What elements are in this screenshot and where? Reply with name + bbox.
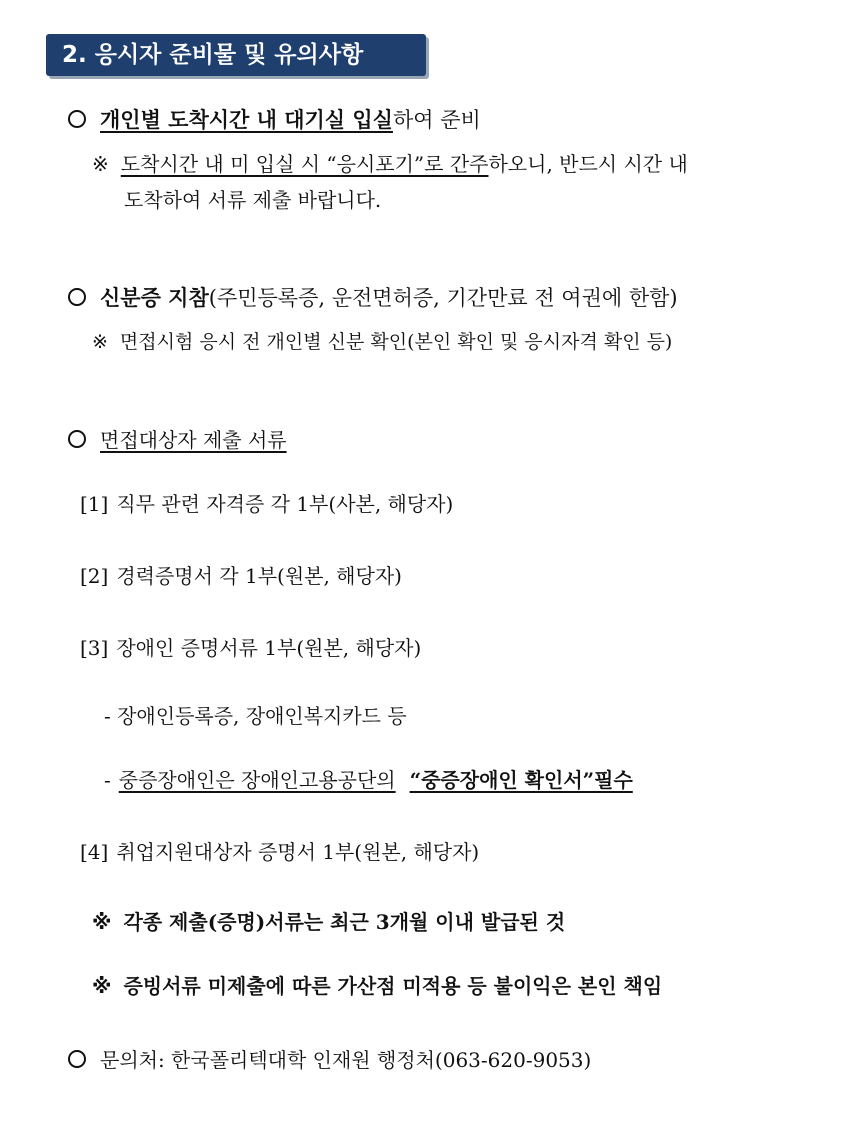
severe-disability-sub-item [104, 766, 633, 794]
document-item-3 [80, 634, 421, 662]
document-item-number: [4] [80, 840, 109, 864]
document-item-text: 경력증명서 각 1부(원본, 해당자) [116, 564, 402, 588]
circle-bullet-icon [68, 1050, 86, 1068]
circle-bullet-icon [68, 288, 86, 306]
severe-disability-emphasis: “중증장애인 확인서”필수 [409, 768, 633, 792]
document-item-4 [80, 838, 479, 866]
severe-disability-text: 중증장애인은 장애인고용공단의 [118, 768, 396, 792]
arrival-note-line2: 도착하여 서류 제출 바랍니다. [124, 188, 382, 212]
section-title: 2. 응시자 준비물 및 유의사항 [62, 42, 364, 68]
documents-heading-text: 면접대상자 제출 서류 [100, 428, 287, 452]
document-item-number: [2] [80, 564, 109, 588]
penalty-note [92, 972, 662, 1000]
document-item-text: 취업지원대상자 증명서 1부(원본, 해당자) [116, 840, 480, 864]
id-check-note [92, 328, 672, 356]
id-card-item [68, 284, 678, 312]
issue-date-note-text: 각종 제출(증명)서류는 최근 3개월 이내 발급된 것 [123, 910, 566, 934]
document-item-number: [3] [80, 636, 109, 660]
document-item-text: 직무 관련 자격증 각 1부(사본, 해당자) [116, 492, 454, 516]
reference-mark-icon: ※ [92, 331, 108, 353]
document-item-1 [80, 490, 453, 518]
reference-mark-icon: ※ [92, 974, 112, 998]
arrival-note-emphasis: 도착시간 내 미 입실 시 “응시포기”로 간주 [120, 152, 489, 176]
section-header [46, 34, 426, 76]
reference-mark-icon: ※ [92, 152, 109, 176]
arrival-note [92, 150, 688, 178]
reference-mark-icon: ※ [92, 910, 112, 934]
contact-text: 문의처: 한국폴리텍대학 인재원 행정처(063-620-9053) [100, 1048, 592, 1072]
penalty-note-text: 증빙서류 미제출에 따른 가산점 미적용 등 불이익은 본인 책임 [123, 974, 663, 998]
circle-bullet-icon [68, 430, 86, 448]
id-card-emphasis: 신분증 지참 [100, 285, 209, 310]
arrival-note-rest: 하오니, 반드시 시간 내 [488, 152, 688, 176]
contact-line [68, 1046, 591, 1074]
id-card-rest: (주민등록증, 운전면허증, 기간만료 전 여권에 한함) [208, 286, 678, 310]
waiting-room-rest: 하여 준비 [392, 108, 481, 132]
waiting-room-emphasis: 개인별 도착시간 내 대기실 입실 [100, 107, 393, 132]
id-check-note-text: 면접시험 응시 전 개인별 신분 확인(본인 확인 및 응시자격 확인 등) [119, 331, 673, 353]
disability-sub-item: - 장애인등록증, 장애인복지카드 등 [104, 704, 407, 728]
document-item-text: 장애인 증명서류 1부(원본, 해당자) [116, 636, 422, 660]
document-item-number: [1] [80, 492, 109, 516]
document-item-2 [80, 562, 402, 590]
issue-date-note [92, 908, 565, 936]
sub-item-dash: - [104, 768, 111, 792]
documents-heading [68, 426, 287, 454]
waiting-room-item [68, 106, 481, 134]
circle-bullet-icon [68, 110, 86, 128]
